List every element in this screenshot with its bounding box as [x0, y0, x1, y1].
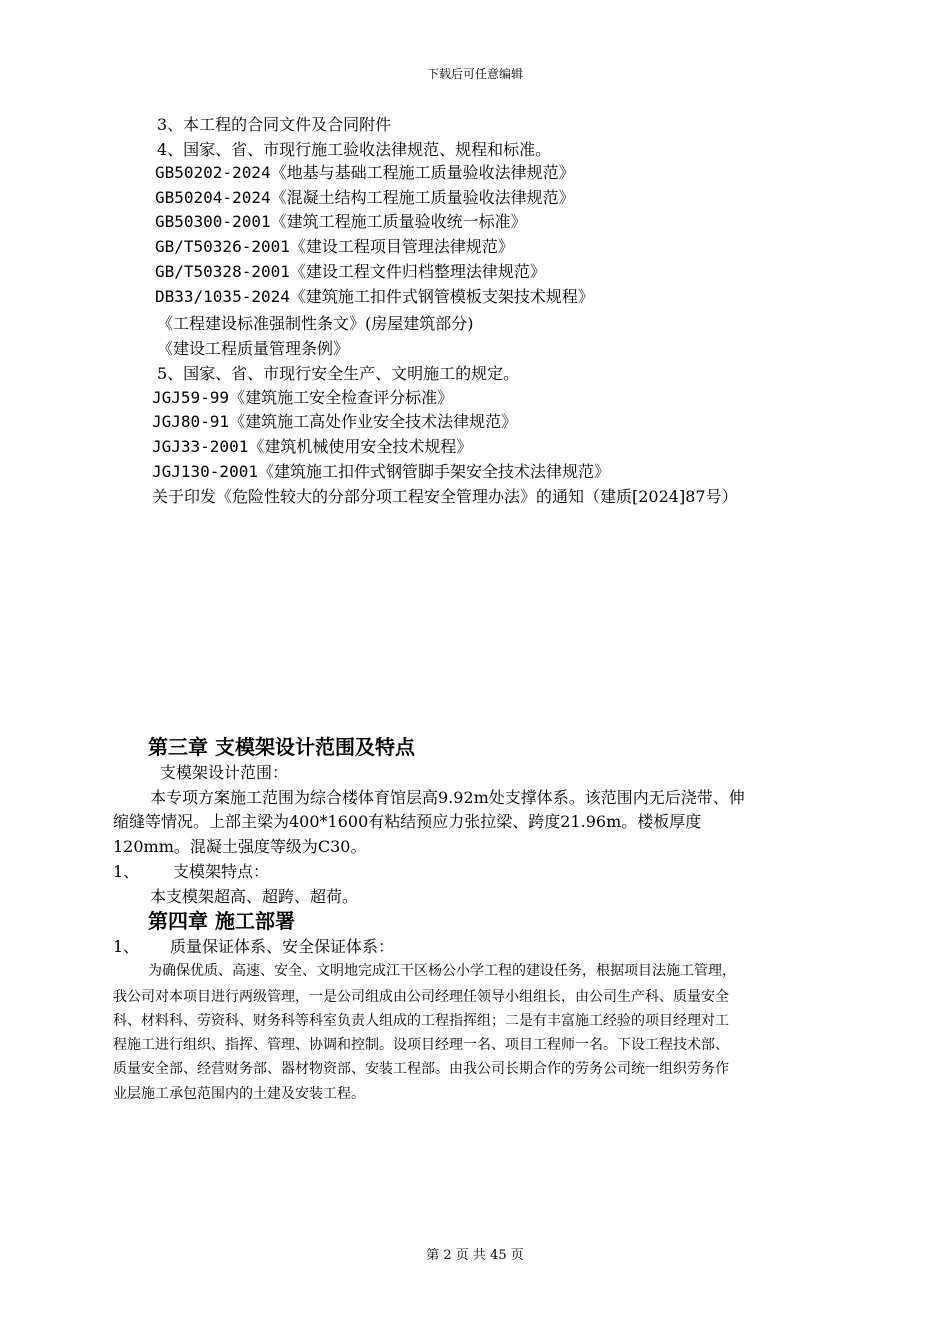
page-header: 下载后可任意编辑	[426, 67, 523, 81]
item-label: 质量保证体系、安全保证体系：	[170, 937, 395, 956]
reference-line: JGJ59-99《建筑施工安全检查评分标准》	[152, 388, 454, 407]
paragraph-line: 为确保优质、高速、安全、文明地完成江干区杨公小学工程的建设任务，根据项目法施工管理，	[148, 963, 736, 979]
paragraph-line: 我公司对本项目进行两级管理，一是公司组成由公司经理任领导小组组长，由公司生产科、质量安全	[113, 989, 729, 1005]
reference-line: 《建设工程质量管理条例》	[157, 339, 350, 358]
paragraph-line: 科、材料科、劳资科、财务科等科室负责人组成的工程指挥组；二是有丰富施工经验的项目经理对工	[113, 1013, 729, 1029]
scope-text-line: 120mm。混凝土强度等级为C30。	[113, 837, 367, 856]
reference-line: GB/T50328-2001《建设工程文件归档整理法律规范》	[155, 262, 546, 281]
reference-line: 4、国家、省、市现行施工验收法律规范、规程和标准。	[157, 140, 552, 159]
scope-text-line: 本专项方案施工范围为综合楼体育馆层高9.92m处支撑体系。该范围内无后浇带、伸	[150, 788, 745, 807]
paragraph-line: 质量安全部、经营财务部、器材物资部、安装工程部。由我公司长期合作的劳务公司统一组织劳务作	[113, 1061, 729, 1077]
reference-line: JGJ80-91《建筑施工高处作业安全技术法律规范》	[152, 412, 518, 431]
reference-line: 关于印发《危险性较大的分部分项工程安全管理办法》的通知（建质[2024]87号）	[152, 487, 738, 506]
paragraph-line: 程施工进行组织、指挥、管理、协调和控制。设项目经理一名、项目工程师一名。下设工程技术部、	[113, 1037, 729, 1053]
chapter-4-title: 第四章 施工部署	[148, 909, 295, 933]
reference-line: JGJ33-2001《建筑机械使用安全技术规程》	[152, 437, 473, 456]
feature-text: 本支模架超高、超跨、超荷。	[150, 887, 359, 906]
scope-text-line: 缩缝等情况。上部主梁为400*1600有粘结预应力张拉梁、跨度21.96m。楼板厚度	[113, 812, 702, 831]
reference-line: GB50300-2001《建筑工程施工质量验收统一标准》	[155, 212, 527, 231]
reference-line: GB50204-2024《混凝土结构工程施工质量验收法律规范》	[155, 188, 575, 207]
reference-line: GB50202-2024《地基与基础工程施工质量验收法律规范》	[155, 163, 575, 182]
item-number: 1、	[113, 937, 140, 956]
feature-number: 1、	[113, 862, 140, 881]
reference-line: DB33/1035-2024《建筑施工扣件式钢管模板支架技术规程》	[155, 287, 594, 306]
page-footer: 第 2 页 共 45 页	[426, 1248, 524, 1263]
scope-label: 支模架设计范围：	[160, 763, 289, 782]
feature-label: 支模架特点：	[173, 862, 270, 881]
reference-line: JGJ130-2001《建筑施工扣件式钢管脚手架安全技术法律规范》	[152, 462, 610, 481]
reference-line: 《工程建设标准强制性条文》(房屋建筑部分)	[157, 314, 474, 333]
reference-line: 5、国家、省、市现行安全生产、文明施工的规定。	[157, 364, 520, 383]
reference-line: GB/T50326-2001《建设工程项目管理法律规范》	[155, 237, 514, 256]
paragraph-line: 业层施工承包范围内的土建及安装工程。	[113, 1086, 365, 1102]
chapter-3-title: 第三章 支模架设计范围及特点	[148, 735, 415, 759]
reference-line: 3、本工程的合同文件及合同附件	[157, 115, 392, 134]
